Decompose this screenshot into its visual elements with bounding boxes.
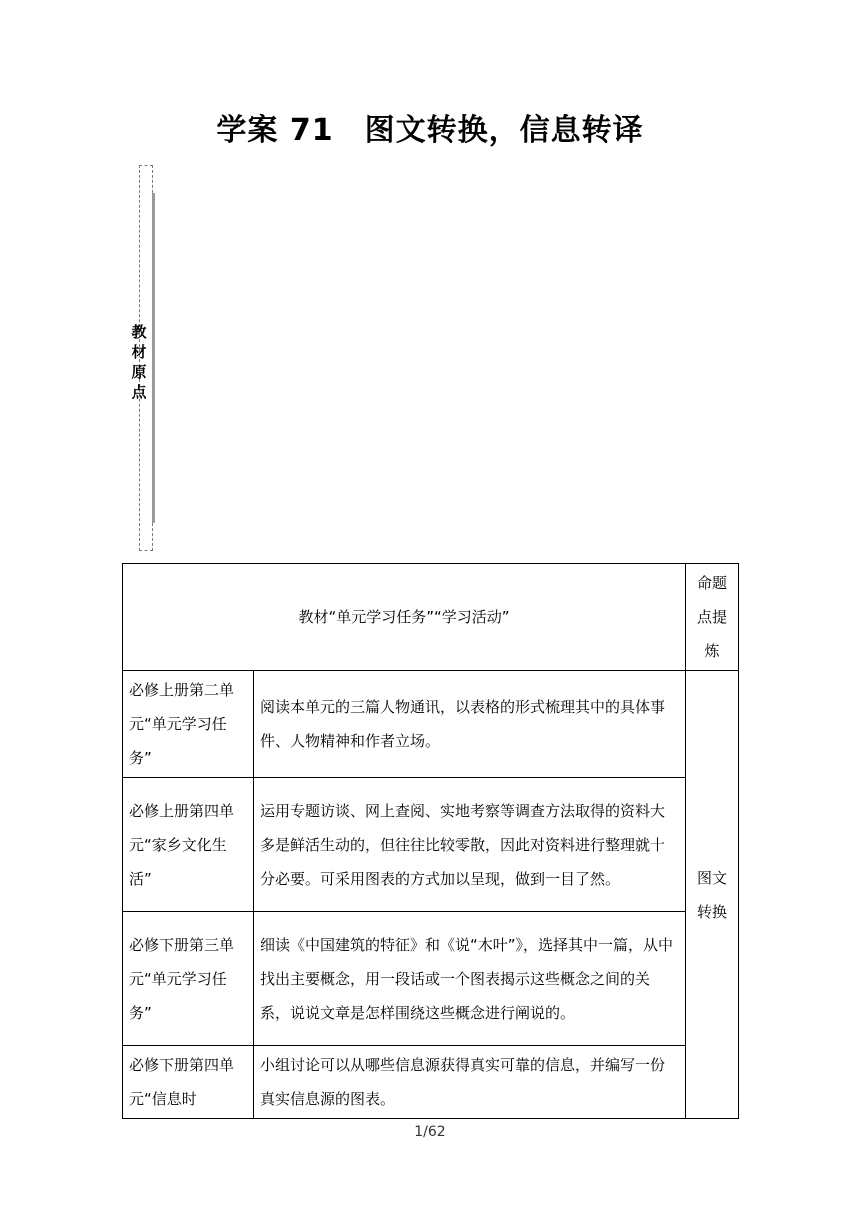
header-point: 命题点提炼 [686,564,739,671]
side-label-bar [152,193,155,523]
header-activity: 教材“单元学习任务”“学习活动” [123,564,686,671]
row-content: 运用专题访谈、网上查阅、实地考察等调查方法取得的资料大多是鲜活生动的，但往往比较零散，因此对资料进行整理就十分必要。可采用图表的方式加以呈现，做到一目了然。 [254,778,686,912]
row-source: 必修上册第二单元“单元学习任务” [123,671,254,778]
merged-point-cell: 图文转换 [686,671,739,1119]
textbook-task-table [122,563,739,1119]
row-content: 阅读本单元的三篇人物通讯，以表格的形式梳理其中的具体事件、人物精神和作者立场。 [254,671,686,778]
side-label-char: 原 [131,363,147,381]
table-row [123,671,739,778]
side-label-char: 教 [131,323,147,341]
table-header-row [123,564,739,671]
page-number: 1/62 [414,1124,446,1140]
table-row [123,1046,739,1119]
row-source: 必修下册第四单元“信息时 [123,1046,254,1119]
row-content: 小组讨论可以从哪些信息源获得真实可靠的信息，并编写一份真实信息源的图表。 [254,1046,686,1119]
side-label-char: 材 [131,343,147,361]
side-label-char: 点 [131,383,147,401]
table-row [123,912,739,1046]
row-source: 必修下册第三单元“单元学习任务” [123,912,254,1046]
row-source: 必修上册第四单元“家乡文化生活” [123,778,254,912]
side-label [128,322,150,402]
table-row [123,778,739,912]
document-title: 学案 71 图文转换，信息转译 [216,113,644,148]
row-content: 细读《中国建筑的特征》和《说“木叶”》，选择其中一篇，从中找出主要概念，用一段话或一个图表揭示这些概念之间的关系，说说文章是怎样围绕这些概念进行阐说的。 [254,912,686,1046]
